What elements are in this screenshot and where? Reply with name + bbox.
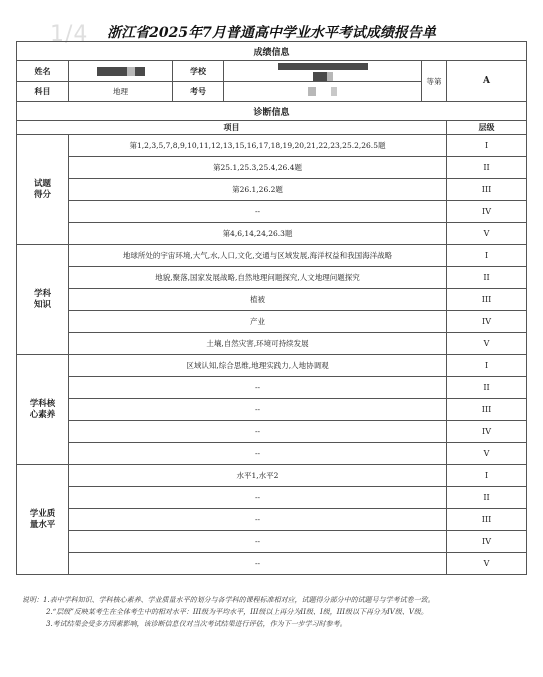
level-value: V bbox=[447, 553, 527, 575]
diagnosis-row bbox=[17, 443, 527, 465]
level-value: III bbox=[447, 179, 527, 201]
grade-label: 等第 bbox=[422, 61, 447, 102]
level-value: I bbox=[447, 135, 527, 157]
diagnosis-row bbox=[17, 311, 527, 333]
category-label: 试题 得分 bbox=[17, 135, 69, 245]
level-value: V bbox=[447, 333, 527, 355]
report-table bbox=[16, 41, 527, 575]
note-line: 3.考试结果会受多方因素影响，该诊断信息仅对当次考试结果进行评估，作为下一步学习时参考。 bbox=[46, 620, 347, 628]
level-value: II bbox=[447, 377, 527, 399]
diagnosis-row bbox=[17, 245, 527, 267]
item-content: 第4,6,14,24,26.3题 bbox=[69, 223, 447, 245]
diagnosis-row bbox=[17, 157, 527, 179]
level-value: III bbox=[447, 289, 527, 311]
item-content: -- bbox=[69, 509, 447, 531]
level-value: II bbox=[447, 157, 527, 179]
item-content: 植被 bbox=[69, 289, 447, 311]
level-value: IV bbox=[447, 531, 527, 553]
level-value: I bbox=[447, 245, 527, 267]
score-section-heading: 成绩信息 bbox=[17, 42, 527, 61]
item-content: -- bbox=[69, 487, 447, 509]
level-value: III bbox=[447, 399, 527, 421]
category-label: 学科核 心素养 bbox=[17, 355, 69, 465]
level-value: III bbox=[447, 509, 527, 531]
diagnosis-row bbox=[17, 355, 527, 377]
level-value: I bbox=[447, 465, 527, 487]
subject-value: 地理 bbox=[69, 82, 173, 102]
level-header: 层级 bbox=[447, 121, 527, 135]
school-value-redacted bbox=[224, 61, 422, 82]
item-header: 项目 bbox=[17, 121, 447, 135]
diagnosis-section-heading: 诊断信息 bbox=[17, 102, 527, 121]
item-content: 土壤,自然灾害,环境可持续发展 bbox=[69, 333, 447, 355]
item-content: -- bbox=[69, 553, 447, 575]
item-content: 第26.1,26.2题 bbox=[69, 179, 447, 201]
notes bbox=[22, 594, 527, 630]
diagnosis-row bbox=[17, 179, 527, 201]
item-content: 水平1,水平2 bbox=[69, 465, 447, 487]
diagnosis-row bbox=[17, 377, 527, 399]
item-content: -- bbox=[69, 443, 447, 465]
item-content: -- bbox=[69, 421, 447, 443]
grade-value: A bbox=[447, 61, 527, 102]
level-value: II bbox=[447, 267, 527, 289]
diagnosis-row bbox=[17, 399, 527, 421]
item-content: 第25.1,25.3,25.4,26.4题 bbox=[69, 157, 447, 179]
diagnosis-row bbox=[17, 487, 527, 509]
item-content: -- bbox=[69, 399, 447, 421]
category-label: 学科 知识 bbox=[17, 245, 69, 355]
report-title: 浙江省2025年7月普通高中学业水平考试成绩报告单 bbox=[107, 25, 436, 41]
name-value-redacted bbox=[69, 61, 173, 82]
level-value: IV bbox=[447, 311, 527, 333]
diagnosis-row bbox=[17, 201, 527, 223]
item-content: -- bbox=[69, 531, 447, 553]
diagnosis-row bbox=[17, 135, 527, 157]
exam-no-value-redacted bbox=[224, 82, 422, 102]
diagnosis-row bbox=[17, 553, 527, 575]
diagnosis-row bbox=[17, 267, 527, 289]
level-value: V bbox=[447, 443, 527, 465]
page-index: 1/4 bbox=[50, 22, 89, 47]
item-content: 第1,2,3,5,7,8,9,10,11,12,13,15,16,17,18,19,20,21,22,23,25.2,26.5题 bbox=[69, 135, 447, 157]
diagnosis-row bbox=[17, 421, 527, 443]
item-content: 地貌,聚落,国家发展战略,自然地理问题探究,人文地理问题探究 bbox=[69, 267, 447, 289]
diagnosis-row bbox=[17, 465, 527, 487]
exam-no-label: 考号 bbox=[173, 82, 224, 102]
level-value: I bbox=[447, 355, 527, 377]
level-value: IV bbox=[447, 201, 527, 223]
level-value: V bbox=[447, 223, 527, 245]
school-label: 学校 bbox=[173, 61, 224, 82]
level-value: IV bbox=[447, 421, 527, 443]
name-label: 姓名 bbox=[17, 61, 69, 82]
note-line: 说明：1.表中学科知识、学科核心素养、学业质量水平的划分与各学科的课程标准相对应，试题得分部分中的试题号与学考试卷一致。 bbox=[22, 596, 435, 604]
diagnosis-row bbox=[17, 289, 527, 311]
level-value: II bbox=[447, 487, 527, 509]
diagnosis-row bbox=[17, 333, 527, 355]
item-content: 地球所处的宇宙环境,大气,水,人口,文化,交通与区域发展,海洋权益和我国海洋战略 bbox=[69, 245, 447, 267]
item-content: 区域认知,综合思维,地理实践力,人地协调观 bbox=[69, 355, 447, 377]
category-label: 学业质 量水平 bbox=[17, 465, 69, 575]
item-content: -- bbox=[69, 377, 447, 399]
note-line: 2.“层级”反映某考生在全体考生中的相对水平：III级为平均水平，III级以上再分为II级、I级，III级以下再分为IV级、V级。 bbox=[46, 608, 428, 616]
item-content: -- bbox=[69, 201, 447, 223]
subject-label: 科目 bbox=[17, 82, 69, 102]
diagnosis-row bbox=[17, 223, 527, 245]
diagnosis-row bbox=[17, 531, 527, 553]
item-content: 产业 bbox=[69, 311, 447, 333]
diagnosis-row bbox=[17, 509, 527, 531]
